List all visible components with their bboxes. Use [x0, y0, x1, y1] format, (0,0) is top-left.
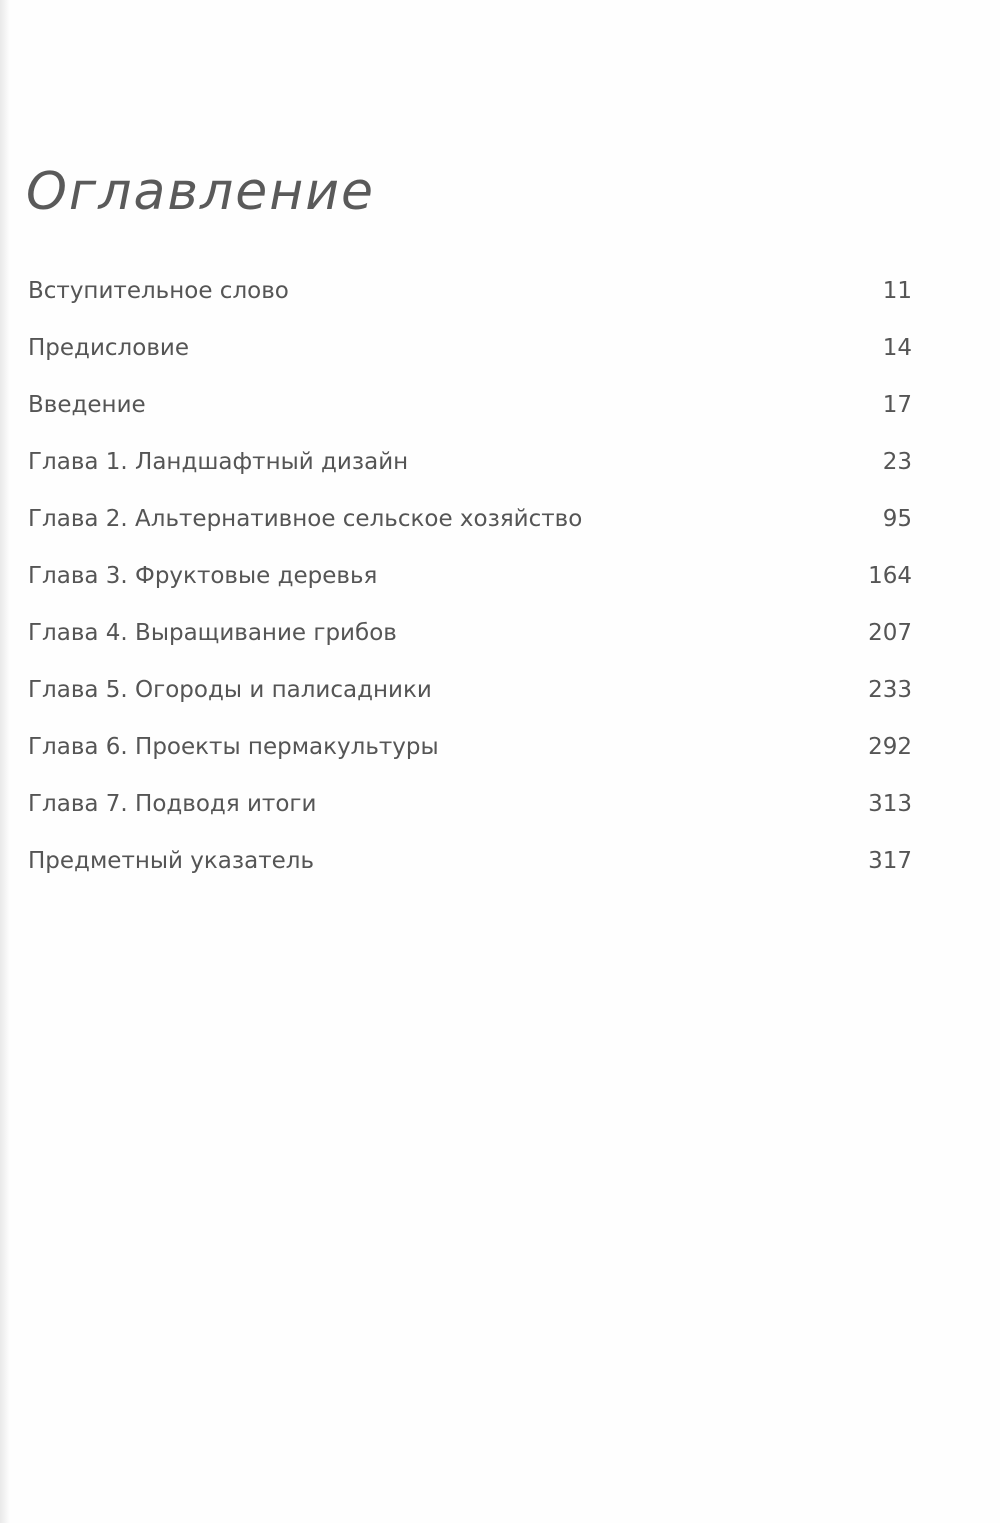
- toc-entry-label: Глава 5. Огороды и палисадники: [28, 677, 432, 703]
- toc-entry-label: Предисловие: [28, 335, 189, 361]
- toc-entry-page-number: 164: [868, 563, 912, 589]
- toc-entry-page-number: 17: [882, 392, 912, 418]
- toc-entry-chapter-2[interactable]: [28, 506, 912, 563]
- toc-entry-page-number: 292: [868, 734, 912, 760]
- toc-entry-subject-index[interactable]: [28, 848, 912, 905]
- toc-entry-page-number: 14: [882, 335, 912, 361]
- toc-entry-chapter-3[interactable]: [28, 563, 912, 620]
- toc-entry-page-number: 11: [882, 278, 912, 304]
- toc-entry-label: Глава 2. Альтернативное сельское хозяйство: [28, 506, 583, 532]
- toc-entry-label: Глава 7. Подводя итоги: [28, 791, 317, 817]
- page-edge-shadow: [0, 0, 10, 1523]
- toc-entry-chapter-1[interactable]: [28, 449, 912, 506]
- toc-entry-page-number: 233: [868, 677, 912, 703]
- toc-entry-chapter-4[interactable]: [28, 620, 912, 677]
- toc-entry-label: Глава 6. Проекты пермакультуры: [28, 734, 439, 760]
- toc-entry-label: Глава 4. Выращивание грибов: [28, 620, 397, 646]
- toc-entry-label: Предметный указатель: [28, 848, 315, 874]
- toc-entry-page-number: 95: [882, 506, 912, 532]
- toc-entry-preface[interactable]: [28, 335, 912, 392]
- toc-entry-introduction[interactable]: [28, 392, 912, 449]
- toc-entry-page-number: 313: [868, 791, 912, 817]
- toc-entry-label: Вступительное слово: [28, 278, 289, 304]
- toc-entry-chapter-5[interactable]: [28, 677, 912, 734]
- toc-entry-label: Глава 3. Фруктовые деревья: [28, 563, 378, 589]
- toc-entry-foreword[interactable]: [28, 278, 912, 335]
- toc-entry-page-number: 317: [868, 848, 912, 874]
- toc-entry-label: Введение: [28, 392, 146, 418]
- page-title: Оглавление: [26, 162, 376, 222]
- table-of-contents: [28, 278, 912, 905]
- toc-entry-label: Глава 1. Ландшафтный дизайн: [28, 449, 409, 475]
- toc-entry-chapter-6[interactable]: [28, 734, 912, 791]
- toc-entry-page-number: 23: [882, 449, 912, 475]
- toc-entry-page-number: 207: [868, 620, 912, 646]
- toc-entry-chapter-7[interactable]: [28, 791, 912, 848]
